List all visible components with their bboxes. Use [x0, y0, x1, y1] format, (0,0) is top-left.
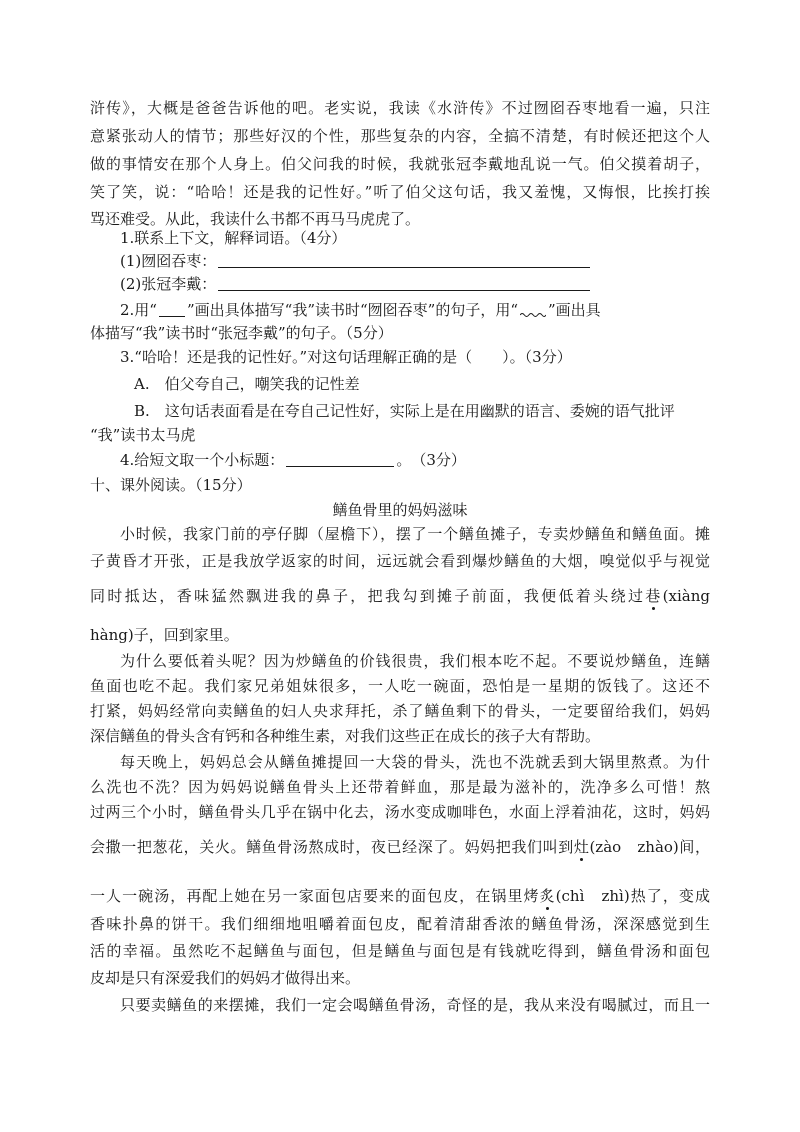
- question-3-option-a[interactable]: A. 伯父夸自己，嘲笑我的记性差: [134, 375, 360, 393]
- article-line: 活的幸福。虽然吃不起鳝鱼与面包，但是鳝鱼与面包是有钱就吃得到，鳝鱼骨汤和面包: [90, 942, 710, 960]
- article-line: 每天晚上，妈妈总会从鳝鱼摊提回一大袋的骨头，洗也不洗就丢到大锅里熬煮。为什: [120, 753, 710, 771]
- article-line: 过两三个小时，鳝鱼骨头几乎在锅中化去，汤水变成咖啡色，水面上浮着油花，这时，妈妈: [90, 803, 710, 821]
- question-2-line2: 体描写“我”读书时“张冠李戴”的句子。（5分）: [90, 324, 393, 342]
- question-3-stem: 3.“哈哈！还是我的记性好。”对这句话理解正确的是（ ）。（3分）: [120, 348, 572, 366]
- article-line: 么洗也不洗？因为妈妈说鳝鱼骨头上还带着鲜血，那是最为滋补的，洗净多么可惜！熬: [90, 778, 710, 796]
- passage-line: 笑了笑，说：“哈哈！还是我的记性好。”听了伯父这句话，我又羞愧，又悔恨，比挨打挨: [90, 183, 710, 201]
- answer-blank-4[interactable]: [286, 452, 394, 467]
- article-line: 子黄昏才开张，正是我放学返家的时间，远远就会看到爆炒鳝鱼的大烟，嗅觉似乎与视觉: [90, 552, 710, 570]
- article-line: 小时候，我家门前的亭仔脚（屋檐下），摆了一个鳝鱼摊子，专卖炒鳝鱼和鳝鱼面。摊: [120, 525, 710, 543]
- passage-line: 浒传》，大概是爸爸告诉他的吧。老实说，我读《水浒传》不过囫囵吞枣地看一遍，只注: [90, 99, 710, 117]
- question-4-label: 4.给短文取一个小标题：: [120, 451, 285, 469]
- passage-line: 意紧张动人的情节；那些好汉的个性，那些复杂的内容，全搞不清楚，有时候还把这个人: [90, 127, 710, 145]
- article-text: 一人一碗汤，再配上她在另一家面包店要来的面包皮，在锅里烤: [90, 887, 540, 905]
- question-2-text: ”画出具体描写“我”读书时“囫囵吞枣”的句子，用“: [186, 301, 518, 319]
- article-line: 打紧，妈妈经常向卖鳝鱼的妇人央求拜托，杀了鳝鱼剩下的骨头，一定要留给我们，妈妈: [90, 702, 710, 720]
- article-line: 为什么要低着头呢？因为炒鳝鱼的价钱很贵，我们根本吃不起。不要说炒鳝鱼，连鳝: [120, 652, 710, 670]
- question-1b: [120, 273, 710, 295]
- article-line: [90, 885, 710, 907]
- article-title: 鳝鱼骨里的妈妈滋味: [332, 501, 468, 519]
- dotted-char: 炙: [539, 887, 556, 905]
- wavy-underline-sample: [520, 303, 546, 317]
- question-1a: [120, 250, 710, 272]
- passage-line: 骂还难受。从此，我读什么书都不再马马虎虎了。: [90, 210, 421, 228]
- article-line: [90, 836, 710, 858]
- pinyin-choice: (xiàng: [662, 587, 710, 605]
- article-line: 深信鳝鱼的骨头含有钙和各种维生素，对我们这些正在成长的孩子大有帮助。: [90, 727, 601, 745]
- section-heading: 十、课外阅读。（15分）: [90, 476, 252, 494]
- dotted-char: 灶: [573, 838, 590, 856]
- passage-line: 做的事情安在那个人身上。伯父问我的时候，我就张冠李戴地乱说一气。伯父摸着胡子，: [90, 155, 710, 173]
- pinyin-choice: (chì zhì)热了，变成: [555, 887, 710, 905]
- article-text: 同时抵达，香味猛然飘进我的鼻子，把我勾到摊子前面，我便低着头绕过: [90, 587, 646, 605]
- article-line: 香味扑鼻的饼干。我们细细地咀嚼着面包皮，配着清甜香浓的鳝鱼骨汤，深深感觉到生: [90, 915, 710, 933]
- question-3-option-b[interactable]: B. 这句话表面看是在夸自己记性好，实际上是在用幽默的语言、委婉的语气批评: [134, 402, 675, 420]
- question-4: [120, 449, 710, 471]
- article-line: 皮却是只有深爱我们的妈妈才做得出来。: [90, 969, 361, 987]
- dotted-char: 巷: [645, 587, 663, 605]
- question-1b-label: (2)张冠李戴：: [120, 275, 217, 293]
- question-1a-label: (1)囫囵吞枣：: [120, 252, 217, 270]
- question-3-option-b-cont: “我”读书太马虎: [90, 426, 196, 444]
- article-line: [90, 585, 710, 607]
- article-text: 会撒一把葱花，关火。鳝鱼骨汤熬成时，夜已经深了。妈妈把我们叫到: [90, 838, 574, 856]
- question-2-line1: [120, 299, 710, 321]
- article-line: hàng)子，回到家里。: [90, 626, 239, 644]
- answer-blank-1a[interactable]: [218, 253, 590, 268]
- question-2-text: 2.用“: [120, 301, 157, 319]
- question-4-score: 。 （3分）: [396, 451, 466, 469]
- straight-underline-sample: [159, 302, 185, 317]
- question-2-text: ”画出具: [548, 301, 601, 319]
- question-1-stem: 1.联系上下文，解释词语。（4分）: [120, 229, 347, 247]
- pinyin-choice: (zào zhào)间，: [589, 838, 710, 856]
- article-line: 只要卖鳝鱼的来摆摊，我们一定会喝鳝鱼骨汤，奇怪的是，我从来没有喝腻过，而且一: [120, 996, 710, 1014]
- article-line: 鱼面也吃不起。我们家兄弟姐妹很多，一人吃一碗面，恐怕是一星期的饭钱了。这还不: [90, 677, 710, 695]
- answer-blank-1b[interactable]: [218, 276, 590, 291]
